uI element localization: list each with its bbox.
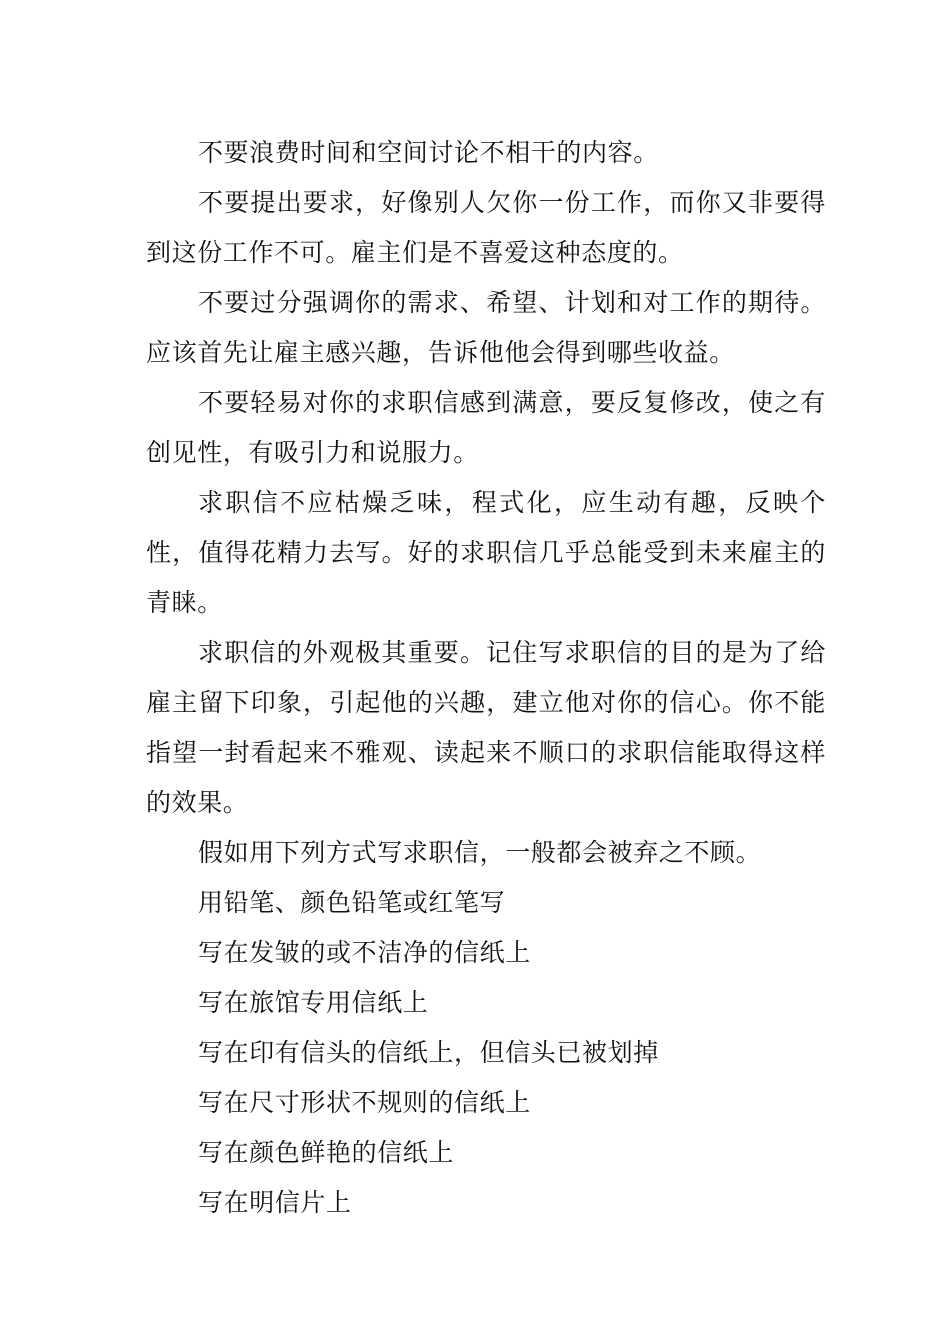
rejection-list [146,878,826,1228]
list-item: 用铅笔、颜色铅笔或红笔写 [198,888,506,917]
paragraph-appearance: 求职信的外观极其重要。记住写求职信的目的是为了给雇主留下印象，引起他的兴趣，建立他对你的信心。你不能指望一封看起来不雅观、读起来不顺口的求职信能取得这样的效果。 [146,638,826,817]
list-item: 写在发皱的或不洁净的信纸上 [198,938,531,967]
list-item: 写在明信片上 [198,1188,352,1217]
list-item: 写在旅馆专用信纸上 [198,988,429,1017]
list-item: 写在尺寸形状不规则的信纸上 [198,1088,531,1117]
paragraph-revise-letter: 不要轻易对你的求职信感到满意，要反复修改，使之有创见性，有吸引力和说服力。 [146,388,826,467]
paragraph-needs-emphasis: 不要过分强调你的需求、希望、计划和对工作的期待。应该首先让雇主感兴趣，告诉他他会得到哪些收益。 [146,288,826,367]
list-item: 写在颜色鲜艳的信纸上 [198,1138,455,1167]
paragraph-no-demands: 不要提出要求，好像别人欠你一份工作，而你又非要得到这份工作不可。雇主们是不喜爱这种态度的。 [146,188,826,267]
list-item: 写在印有信头的信纸上，但信头已被划掉 [198,1038,659,1067]
paragraph-irrelevant-content: 不要浪费时间和空间讨论不相干的内容。 [198,138,659,167]
paragraph-not-boring: 求职信不应枯燥乏味，程式化，应生动有趣，反映个性，值得花精力去写。好的求职信几乎总能受到未来雇主的青睐。 [146,488,826,617]
paragraph-rejected-intro: 假如用下列方式写求职信，一般都会被弃之不顾。 [198,838,762,867]
document-page [146,128,826,1228]
